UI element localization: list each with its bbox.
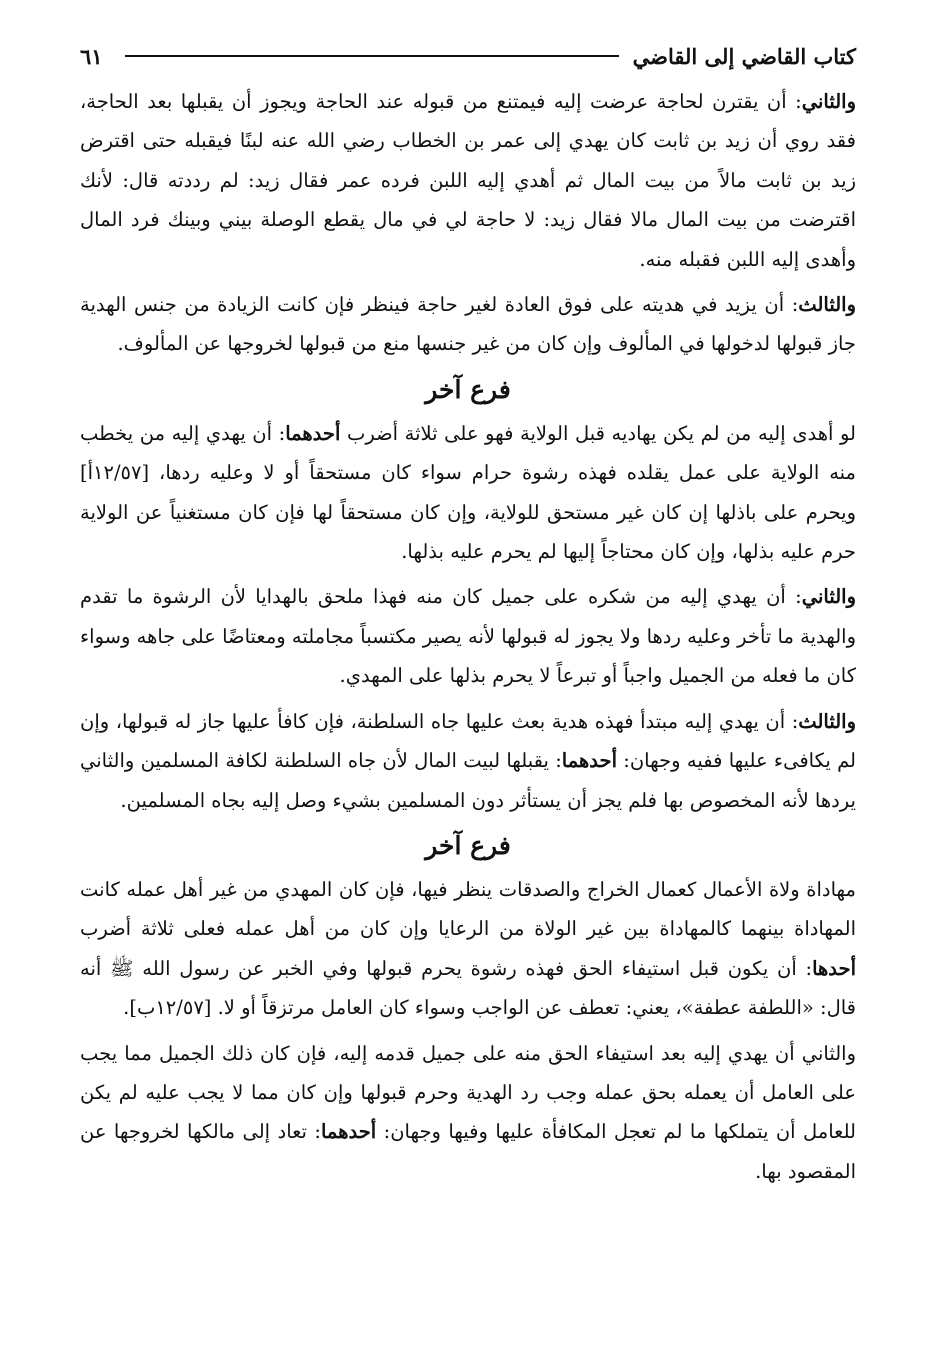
paragraph-lead: أحدها — [812, 956, 856, 980]
paragraph-section2-intro — [80, 870, 856, 1028]
paragraph-text: مهاداة ولاة الأعمال كعمال الخراج والصدقات ينظر فيها، فإن كان المهدي من غير أهل عمله كانت المهاداة بينهما كالمهاداة بين غير الولاة من الرعايا وإن كان من أهل عمله فعلى ثلاثة أضرب — [80, 877, 856, 941]
paragraph-lead: والثاني — [801, 585, 856, 609]
paragraph-text: : أن يقترن لحاجة عرضت إليه فيمتنع من قبوله عند الحاجة ويجوز أن يقبلها بعد الحاجة، فقد روي أن زيد بن ثابت كان يهدي إلى عمر بن الخطاب رضي الله عنه لبنًا فيقبله حتى اقترض زيد بن ثابت مالاً من بيت المال ثم أهدي إليه اللبن فرده عمر فقال زيد: لم رددته قال: لأنك اقترضت من بيت المال مالا فقال زيد: لا حاجة لي في مال يقطع الوصلة بيني وبينك فرد المال وأهدى إليه اللبن فقبله منه. — [80, 90, 856, 271]
paragraph-text: : أن يكون قبل استيفاء الحق فهذه رشوة يحرم قبولها وفي الخبر عن رسول الله ﷺ أنه قال: «اللطفة عطفة»، يعني: تعطف عن الواجب وسواء كان العامل مرتزقاً أو لا. [١٢/٥٧ب]. — [80, 956, 856, 1020]
page-body — [80, 82, 856, 1191]
paragraph-section1-intro — [80, 414, 856, 572]
paragraph-third-case — [80, 285, 856, 364]
paragraph-lead: والثالث — [798, 293, 856, 317]
paragraph-section2-second — [80, 1034, 856, 1192]
paragraph-text: والثاني أن يهدي إليه بعد استيفاء الحق منه على جميل قدمه إليه، فإن كان ذلك الجميل مما يجب على العامل أن يعمله بحق عمله وجب رد الهدية وحرم قبولها وإن كان مما لا يجب عليه لم يكن للعامل أن يتملكها ما لم تعجل المكافأة عليها وفيها وجهان: — [80, 1041, 856, 1144]
paragraph-text: لو أهدى إليه من لم يكن يهاديه قبل الولاية فهو على ثلاثة أضرب — [340, 421, 856, 445]
paragraph-text: : تعاد إلى مالكها لخروجها عن المقصود بها. — [80, 1120, 856, 1183]
paragraph-text: : أن يزيد في هديته على فوق العادة لغير حاجة فينظر فإن كانت الزيادة من جنس الهدية جاز قبولها لدخولها في المألوف وإن كان من غير جنسها منع من قبولها لخروجها عن المألوف. — [80, 293, 856, 356]
paragraph-lead: والثاني — [801, 90, 856, 113]
section-heading: فرع آخر — [425, 830, 511, 860]
paragraph-text: : أن يهدي إليه مبتدأ فهذه هدية بعث عليها جاه السلطنة، فإن كافأ عليها جاز له قبولها، وإن لم يكافىء عليها ففيه وجهان: — [80, 709, 856, 773]
header-rule — [125, 55, 619, 57]
section-heading: فرع آخر — [425, 374, 511, 404]
paragraph-lead: أحدهما — [285, 421, 341, 445]
paragraph-text: : يقبلها لبيت المال لأن جاه السلطنة لكافة المسلمين والثاني يردها لأنه المخصوص بها فلم يجز أن يستأثر دون المسلمين بشيء وصل إليه بجاه المسلمين. — [80, 749, 856, 812]
paragraph-section1-second — [80, 577, 856, 695]
paragraph-lead: والثالث — [798, 709, 856, 733]
paragraph-text: : أن يهدي إليه من شكره على جميل كان منه فهذا ملحق بالهدايا لأن الرشوة ما تقدم والهدية ما تأخر وعليه ردها ولا يجوز له قبولها لأنه يصير مكتسباً مجاملته ومعتاضًا على جاهه وسواء كان ما فعله من الجميل واجباً أو تبرعاً لا يحرم بذلها على المهدي. — [80, 585, 856, 688]
paragraph-second-case — [80, 82, 856, 279]
paragraph-section1-third — [80, 702, 856, 820]
page-header — [80, 36, 856, 76]
book-title: كتاب القاضي إلى القاضي — [632, 43, 856, 69]
paragraph-lead: أحدهما — [320, 1120, 377, 1144]
paragraph-lead: أحدهما — [561, 749, 617, 773]
page-number: ٦١ — [80, 43, 103, 69]
paragraph-text: : أن يهدي إليه من يخطب منه الولاية على عمل يقلده فهذه رشوة حرام سواء كان مستحقاً أو لا وعليه ردها، [١٢/٥٧أ] ويحرم على باذلها إن كان غير مستحق للولاية، وإن كان مستحقاً لها فإن كان مستغنياً عن الولاية حرم عليه بذلها، وإن كان محتاجاً إليها لم يحرم عليه بذلها. — [80, 421, 856, 564]
